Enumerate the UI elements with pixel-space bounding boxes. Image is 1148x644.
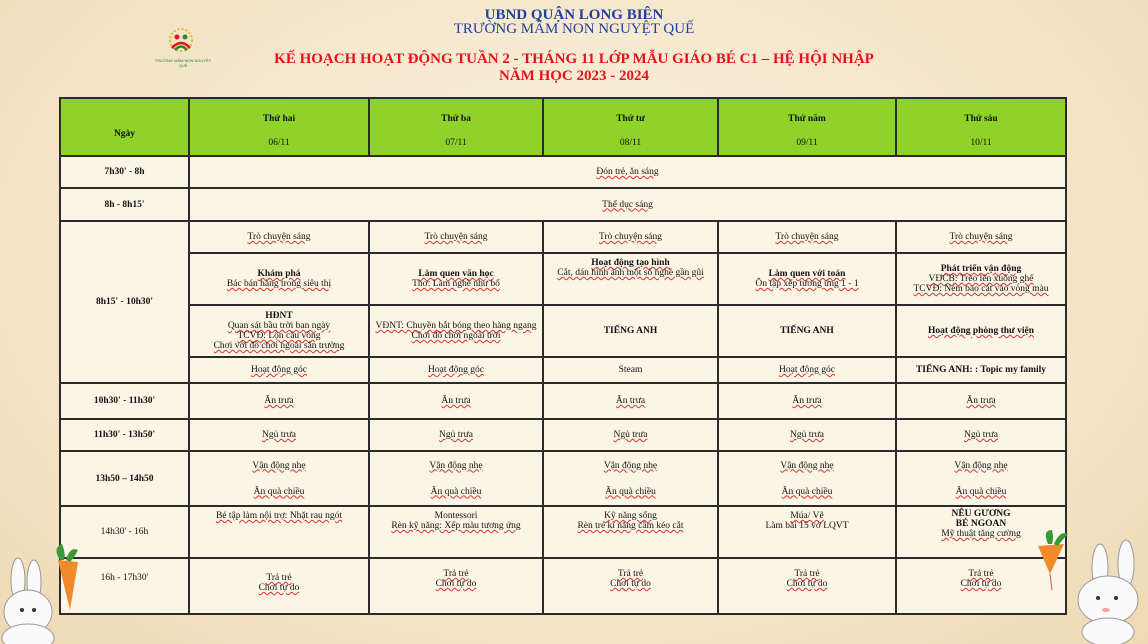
activity-cell: Trả trẻ Chơi tự do — [189, 558, 369, 614]
table-row — [60, 357, 1066, 383]
table-row — [60, 419, 1066, 451]
bunny-carrot-left-icon — [0, 540, 95, 644]
table-row — [60, 305, 1066, 357]
activity-cell: NÊU GƯƠNG BÉ NGOAN Mỹ thuật tăng cường — [896, 506, 1066, 558]
activity-cell: Múa/ Vẽ Làm bài 15 vở LQVT — [718, 506, 896, 558]
activity-cell: Ăn trưa — [543, 383, 718, 419]
day-header: Thứ sáu 10/11 — [896, 98, 1066, 156]
activity-cell: Vận động nhẹ Ăn quà chiều — [896, 451, 1066, 506]
activity-cell: Hoạt động phòng thư viện — [896, 305, 1066, 357]
merged-activity-cell: Thể dục sáng — [189, 188, 1066, 221]
activity-cell: Ăn trưa — [369, 383, 543, 419]
time-cell: 13h50 – 14h50 — [60, 451, 189, 506]
table-row — [60, 188, 1066, 221]
time-cell: 14h30' - 16h — [60, 506, 189, 558]
activity-cell: Vận động nhẹ Ăn quà chiều — [369, 451, 543, 506]
activity-cell: Ngủ trưa — [369, 419, 543, 451]
activity-cell: Ngủ trưa — [718, 419, 896, 451]
activity-cell: Steam — [543, 357, 718, 383]
plan-title: KẾ HOẠCH HOẠT ĐỘNG TUẦN 2 - THÁNG 11 LỚP MẪU GIÁO BÉ C1 – HỆ HỘI NHẬP — [274, 51, 874, 67]
time-cell: 16h - 17h30' — [60, 558, 189, 614]
activity-cell: Hoạt động góc — [718, 357, 896, 383]
activity-cell: Trò chuyện sáng — [189, 221, 369, 253]
time-cell: 8h15' - 10h30' — [60, 221, 189, 383]
activity-cell: Ngủ trưa — [896, 419, 1066, 451]
activity-cell: Trò chuyện sáng — [718, 221, 896, 253]
activity-cell: TIẾNG ANH: : Topic my family — [896, 357, 1066, 383]
activity-cell: Hoạt động góc — [369, 357, 543, 383]
activity-cell: Ăn trưa — [189, 383, 369, 419]
activity-cell: Vận động nhẹ Ăn quà chiều — [543, 451, 718, 506]
bunny-carrot-right-icon — [1030, 528, 1148, 644]
activity-cell: Trả trẻ Chơi tự do — [718, 558, 896, 614]
table-row — [60, 221, 1066, 253]
day-header: Thứ năm 09/11 — [718, 98, 896, 156]
merged-activity-cell: Đón trẻ, ăn sáng — [189, 156, 1066, 188]
activity-cell: Trò chuyện sáng — [543, 221, 718, 253]
activity-cell: Trò chuyện sáng — [896, 221, 1066, 253]
activity-cell: HĐNT Quan sát bầu trời ban ngày TCVĐ: Lộn cầu vồng Chơi với đồ chơi ngoài sân trường — [189, 305, 369, 357]
activity-cell: Ngủ trưa — [189, 419, 369, 451]
day-header: Thứ hai 06/11 — [189, 98, 369, 156]
activity-cell: Ngủ trưa — [543, 419, 718, 451]
activity-cell: Montessori Rèn kỹ năng: Xếp màu tương ứng — [369, 506, 543, 558]
activity-cell: Làm quen văn học Thơ: Làm nghề như bố — [369, 253, 543, 305]
time-cell: 8h - 8h15' — [60, 188, 189, 221]
school-name: TRƯỜNG MẦM NON NGUYỆT QUẾ — [453, 21, 695, 37]
activity-cell: VĐNT: Chuyền bắt bóng theo hàng ngang Chơi đồ chơi ngoài trời — [369, 305, 543, 357]
time-cell: 7h30' - 8h — [60, 156, 189, 188]
activity-cell: Vận động nhẹ Ăn quà chiều — [189, 451, 369, 506]
activity-cell: Làm quen với toán Ôn tập xếp tương ứng 1 - 1 — [718, 253, 896, 305]
activity-cell: Trả trẻ Chơi tự do — [369, 558, 543, 614]
day-header: Thứ tư 08/11 — [543, 98, 718, 156]
activity-cell: Phát triển vận động VĐCB: Trèo lên xuống ghế TCVĐ: Ném bao cát vào vòng màu — [896, 253, 1066, 305]
activity-cell: Vận động nhẹ Ăn quà chiều — [718, 451, 896, 506]
activity-cell: Ăn trưa — [718, 383, 896, 419]
table-row — [60, 451, 1066, 506]
page-header — [0, 8, 1148, 84]
activity-cell: Hoạt động tạo hình Cắt, dán hình ảnh một số nghề gần gũi — [543, 253, 718, 305]
activity-cell: Trả trẻ Chơi tự do — [543, 558, 718, 614]
district-name: UBND QUẬN LONG BIÊN — [484, 7, 664, 23]
weekly-plan-table — [59, 97, 1067, 615]
activity-cell: Kỹ năng sống Rèn trẻ kĩ năng cầm kéo cắt — [543, 506, 718, 558]
table-row — [60, 253, 1066, 305]
activity-cell: Trò chuyện sáng — [369, 221, 543, 253]
table-header-row — [60, 98, 1066, 156]
day-header: Thứ ba 07/11 — [369, 98, 543, 156]
school-year: NĂM HỌC 2023 - 2024 — [499, 68, 649, 84]
activity-cell: TIẾNG ANH — [718, 305, 896, 357]
table-row — [60, 506, 1066, 558]
table-row — [60, 558, 1066, 614]
time-cell: 10h30' - 11h30' — [60, 383, 189, 419]
time-cell: 11h30' - 13h50' — [60, 419, 189, 451]
activity-cell: Bé tập làm nội trợ: Nhặt rau ngót — [189, 506, 369, 558]
activity-cell: Trả trẻ Chơi tự do — [896, 558, 1066, 614]
table-row — [60, 383, 1066, 419]
activity-cell: Hoạt động góc — [189, 357, 369, 383]
corner-header: Ngày — [60, 98, 189, 156]
activity-cell: TIẾNG ANH — [543, 305, 718, 357]
activity-cell: Ăn trưa — [896, 383, 1066, 419]
logo-caption: TRƯỜNG MẦM NON NGUYỆT QUẾ — [154, 58, 212, 68]
table-row — [60, 156, 1066, 188]
activity-cell: Khám phá Bác bán hàng trong siêu thị — [189, 253, 369, 305]
